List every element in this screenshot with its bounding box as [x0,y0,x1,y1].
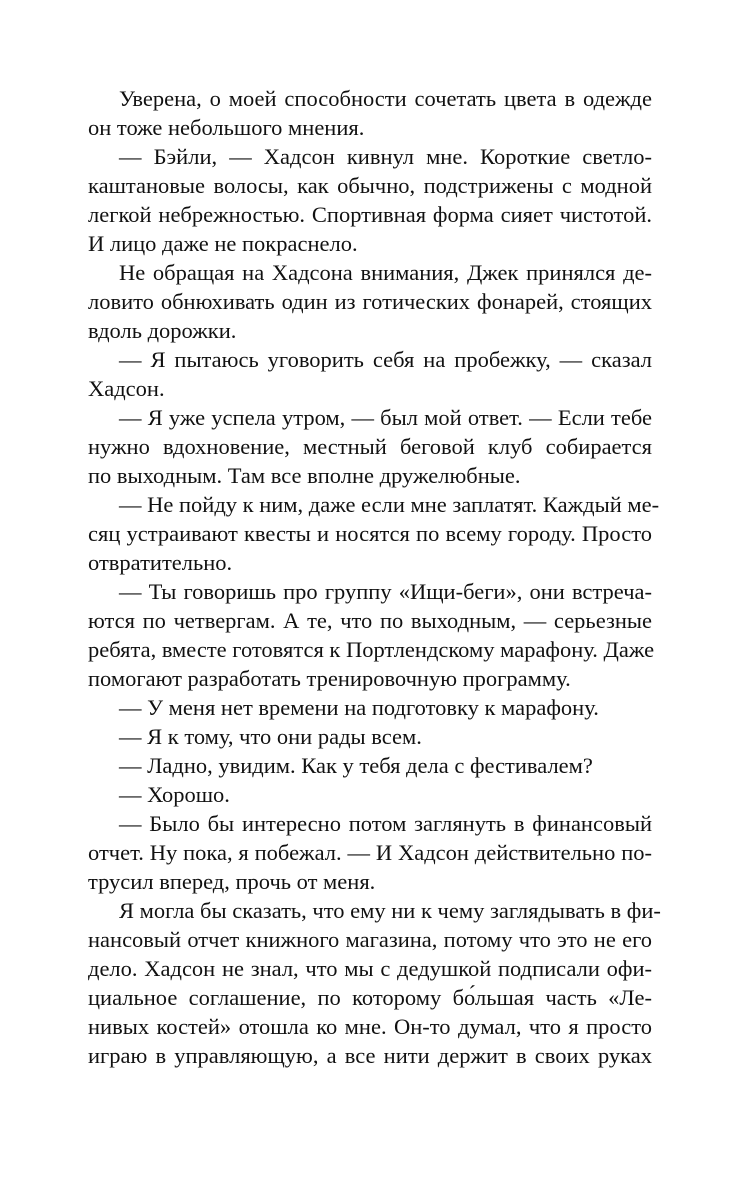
text-line: легкой небрежностью. Спортивная форма сияет чистотой. [88,202,652,227]
text-line: ребята, вместе готовятся к Портлендскому марафону. Даже [88,637,655,662]
text-line: — У меня нет времени на подготовку к марафону. [119,695,599,720]
text-line: Я могла бы сказать, что ему ни к чему заглядывать в фи- [119,898,661,923]
book-page [88,84,661,1070]
text-line: вдоль дорожки. [88,318,237,343]
text-line: сяц устраивают квесты и носятся по всему городу. Просто [88,521,652,546]
text-line: каштановые волосы, как обычно, подстрижены с модной [88,173,652,198]
text-line: нужно вдохновение, местный беговой клуб собирается [88,434,652,459]
text-line: — Ты говоришь про группу «Ищи-беги», они встреча- [119,579,652,604]
text-line: помогают разработать тренировочную программу. [88,666,571,691]
text-line: И лицо даже не покраснело. [88,231,358,256]
text-line: Не обращая на Хадсона внимания, Джек принялся де- [119,260,652,285]
text-line: — Бэйли, — Хадсон кивнул мне. Короткие светло- [119,144,652,169]
text-line: — Я уже успела утром, — был мой ответ. — Если тебе [119,405,652,430]
text-line: — Не пойду к ним, даже если мне заплатят. Каждый ме- [119,492,660,517]
text-line: ются по четвергам. А те, что по выходным, — серьезные [88,608,652,633]
text-line: дело. Хадсон не знал, что мы с дедушкой подписали офи- [88,956,652,981]
text-line: Хадсон. [88,376,165,401]
text-line: отчет. Ну пока, я побежал. — И Хадсон действительно по- [88,840,652,865]
text-line: по выходным. Там все вполне дружелюбные. [88,463,521,488]
text-line: — Хорошо. [119,782,230,807]
text-line: нансовый отчет книжного магазина, потому что это не его [88,927,652,952]
text-line: ловито обнюхивать один из готических фонарей, стоящих [88,289,652,314]
text-line: отвратительно. [88,550,233,575]
text-line: он тоже небольшого мнения. [88,115,365,140]
text-line: играю в управляющую, а все нити держит в своих руках [88,1043,652,1068]
text-line: — Было бы интересно потом заглянуть в финансовый [119,811,652,836]
text-line: циальное соглашение, по которому бо́льшая часть «Ле- [88,985,652,1010]
text-line: нивых костей» отошла ко мне. Он-то думал, что я просто [88,1014,652,1039]
text-line: Уверена, о моей способности сочетать цвета в одежде [119,86,652,111]
text-line: трусил вперед, прочь от меня. [88,869,376,894]
text-line: — Я пытаюсь уговорить себя на пробежку, — сказал [119,347,652,372]
text-line: — Я к тому, что они рады всем. [119,724,422,749]
text-line: — Ладно, увидим. Как у тебя дела с фестивалем? [119,753,593,778]
